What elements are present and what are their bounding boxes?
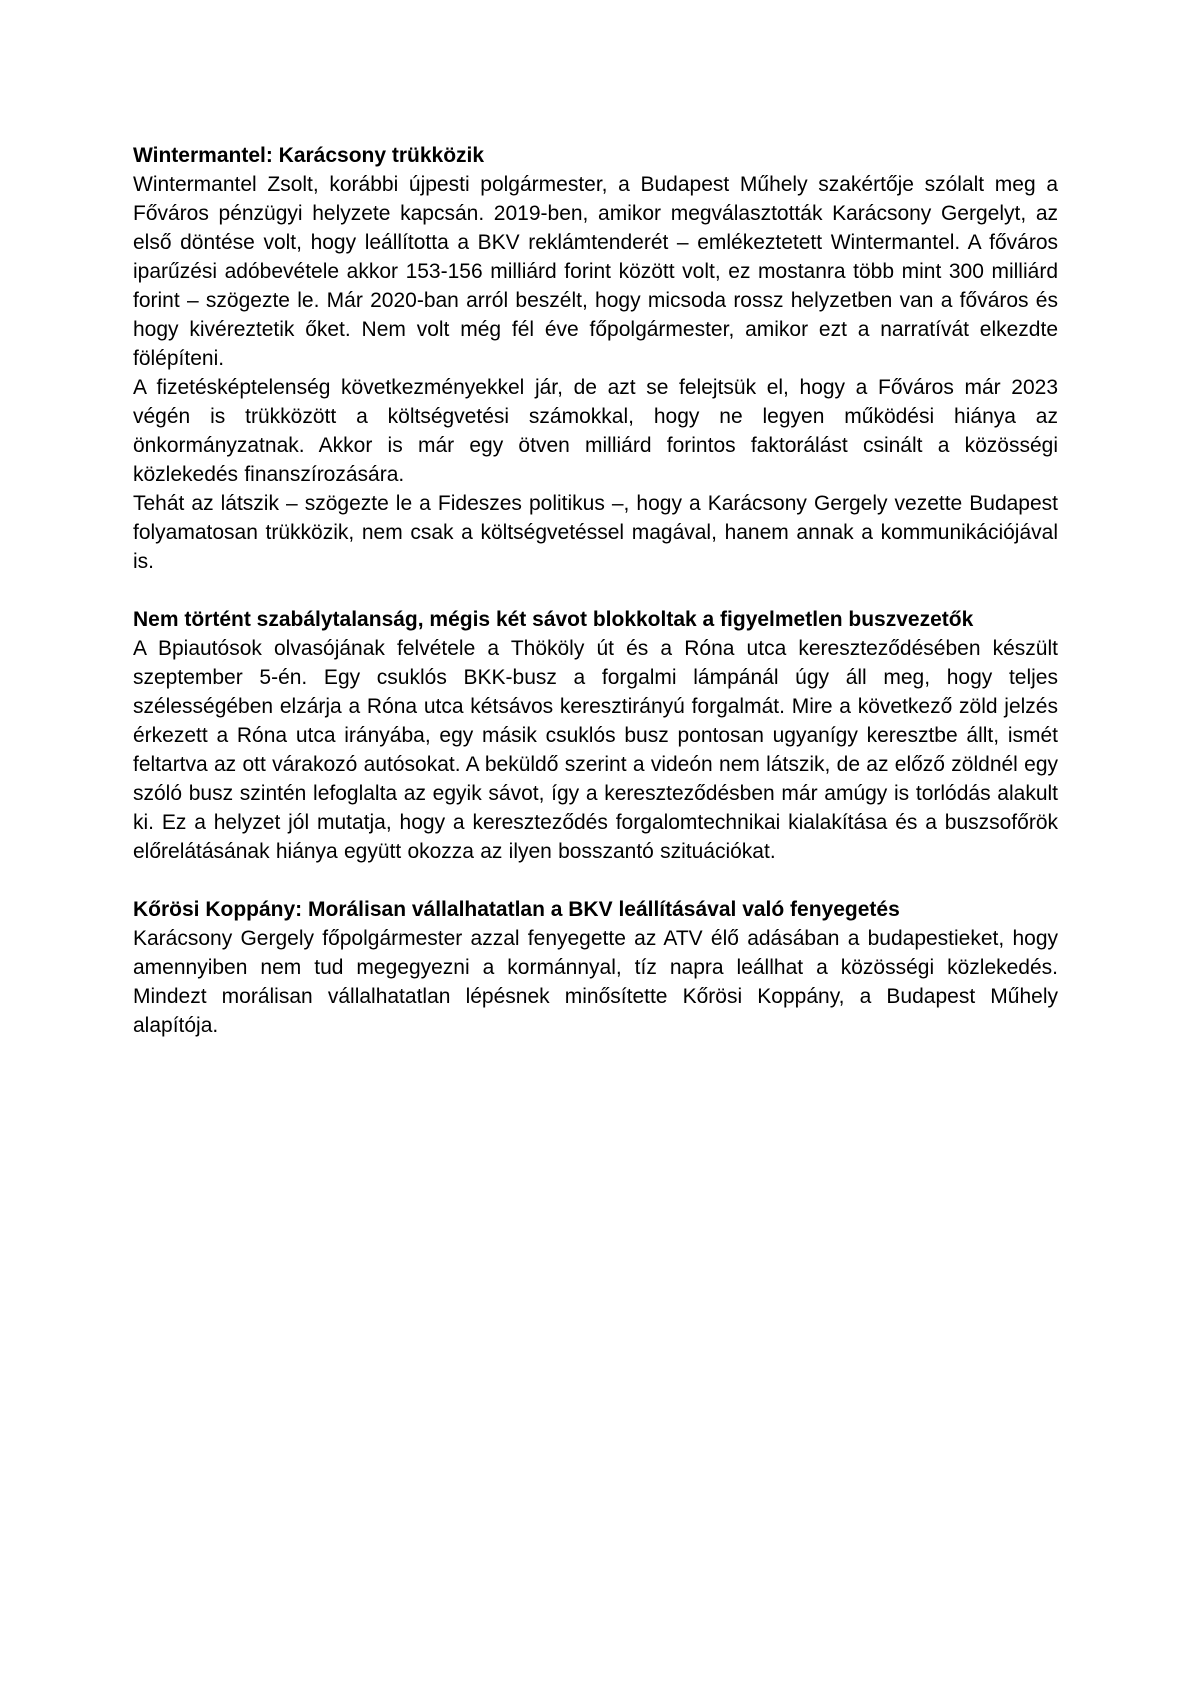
paragraph: Karácsony Gergely főpolgármester azzal fenyegette az ATV élő adásában a budapestieket, hogy amennyiben nem tud megegyezni a kormánnyal, tíz napra leállhat a közösségi közlekedés. Mindezt morálisan vállalhatatlan lépésnek minősítette Kőrösi Koppány, a Budapest Műhely alapítója. bbox=[133, 927, 1058, 1037]
paragraph: Tehát az látszik – szögezte le a Fideszes politikus –, hogy a Karácsony Gergely vezette Budapest folyamatosan trükközik, nem csak a költségvetéssel magával, hanem annak a kommunikációjával is. bbox=[133, 492, 1058, 573]
paragraph: A fizetésképtelenség következményekkel jár, de azt se felejtsük el, hogy a Főváros már 2023 végén is trükközött a költségvetési számokkal, hogy ne legyen működési hiánya az önkormányzatnak. Akkor is már egy ötven milliárd forintos faktorálást csinált a közösségi közlekedés finanszírozására. bbox=[133, 376, 1058, 486]
section-heading: Nem történt szabálytalanság, mégis két sávot blokkoltak a figyelmetlen buszvezetők bbox=[133, 608, 974, 631]
section-buszvezetok bbox=[133, 605, 1058, 866]
paragraph: A Bpiautósok olvasójának felvétele a Thököly út és a Róna utca kereszteződésében készült szeptember 5-én. Egy csuklós BKK-busz a forgalmi lámpánál úgy áll meg, hogy teljes szélességében elzárja a Róna utca kétsávos keresztirányú forgalmát. Mire a következő zöld jelzés érkezett a Róna utca irányába, egy másik csuklós busz pontosan ugyanígy keresztbe állt, ismét feltartva az ott várakozó autósokat. A beküldő szerint a videón nem látszik, de az előző zöldnél egy szóló busz szintén lefoglalta az egyik sávot, így a kereszteződésben már amúgy is torlódás alakult ki. Ez a helyzet jól mutatja, hogy a kereszteződés forgalomtechnikai kialakítása és a buszsofőrök előrelátásának hiánya együtt okozza az ilyen bosszantó szituációkat. bbox=[133, 637, 1058, 863]
section-wintermantel bbox=[133, 141, 1058, 576]
section-korosi bbox=[133, 895, 1058, 1040]
section-heading: Kőrösi Koppány: Morálisan vállalhatatlan a BKV leállításával való fenyegetés bbox=[133, 898, 900, 921]
paragraph: Wintermantel Zsolt, korábbi újpesti polgármester, a Budapest Műhely szakértője szólalt meg a Főváros pénzügyi helyzete kapcsán. 2019-ben, amikor megválasztották Karácsony Gergelyt, az első döntése volt, hogy leállította a BKV reklámtenderét – emlékeztetett Wintermantel. A főváros iparűzési adóbevétele akkor 153-156 milliárd forint között volt, ez mostanra több mint 300 milliárd forint – szögezte le. Már 2020-ban arról beszélt, hogy micsoda rossz helyzetben van a főváros és hogy kivéreztetik őket. Nem volt még fél éve főpolgármester, amikor ezt a narratívát elkezdte fölépíteni. bbox=[133, 173, 1058, 370]
section-heading: Wintermantel: Karácsony trükközik bbox=[133, 144, 485, 167]
